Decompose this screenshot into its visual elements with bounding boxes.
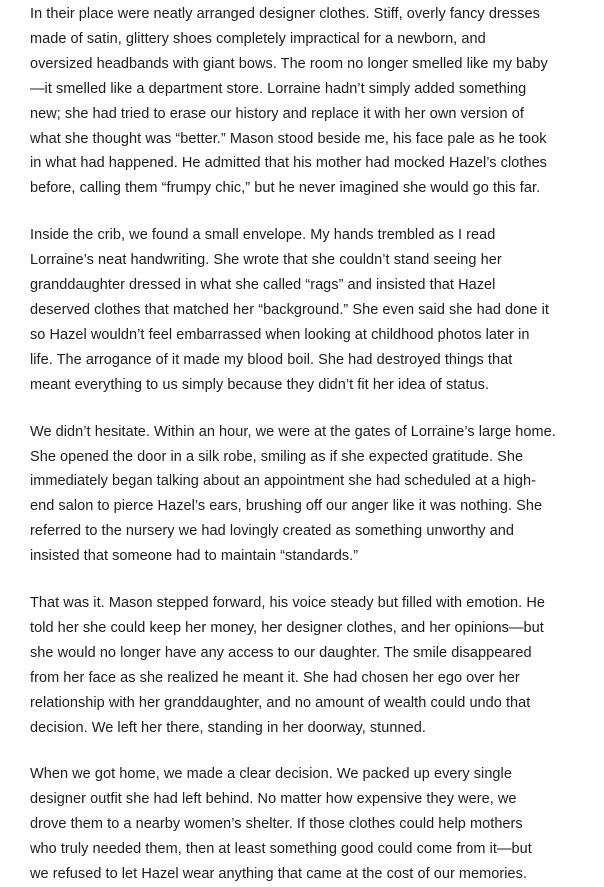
paragraph-lorraine-home: We didn’t hesitate. Within an hour, we were at the gates of Lorraine’s large home. She opened the door in a silk robe, smiling as if she expected gratitude. She immediately began talking about an appointment she had scheduled at a high- end salon to pierce Hazel’s ears, brushing off our anger like it was nothing. She referred to the nursery we had lovingly created as something unworthy and insisted that someone had to maintain “standards.”: [30, 423, 556, 565]
paragraph-mason-confrontation: That was it. Mason stepped forward, his voice steady but filled with emotion. He told her she could keep her money, her designer clothes, and her opinions—but she would no longer have any access to our daughter. The smile disappeared from her face as she realized he meant it. She had chosen her ego over her relationship with her granddaughter, and no amount of wealth could undo that decision. We left her there, standing in her doorway, stunned.: [30, 595, 545, 736]
paragraph-designer-clothes: In their place were neatly arranged designer clothes. Stiff, overly fancy dresses made of satin, glittery shoes completely impractical for a newborn, and oversized headbands with giant bows. The room no longer smelled like my baby —it smelled like a department store. Lorraine hadn’t simply added something new; she had tried to erase our history and replace it with her own version of what she thought was “better.” Mason stood beside me, his face pale as he took in what had happened. He admitted that his mother had mocked Hazel’s clothes before, calling them “frumpy chic,” but he never imagined she would go this far.: [30, 6, 548, 197]
paragraph-envelope: Inside the crib, we found a small envelope. My hands trembled as I read Lorraine’s neat handwriting. She wrote that she couldn’t stand seeing her granddaughter dressed in what she called “rags” and insisted that Hazel deserved clothes that matched her “background.” She even said she had done it so Hazel wouldn’t feel embarrassed when looking at childhood photos later in life. The arrogance of it made my blood boil. She had destroyed things that meant everything to us simply because they didn’t fit her idea of status.: [30, 227, 549, 393]
paragraph-shelter-donation: When we got home, we made a clear decision. We packed up every single designer outfit she had left behind. No matter how expensive they were, we drove them to a nearby women’s shelter. If those clothes could help mothers who truly needed them, then at least something good could come from it—but we refused to let Hazel wear anything that came at the cost of our memories.: [30, 766, 532, 883]
